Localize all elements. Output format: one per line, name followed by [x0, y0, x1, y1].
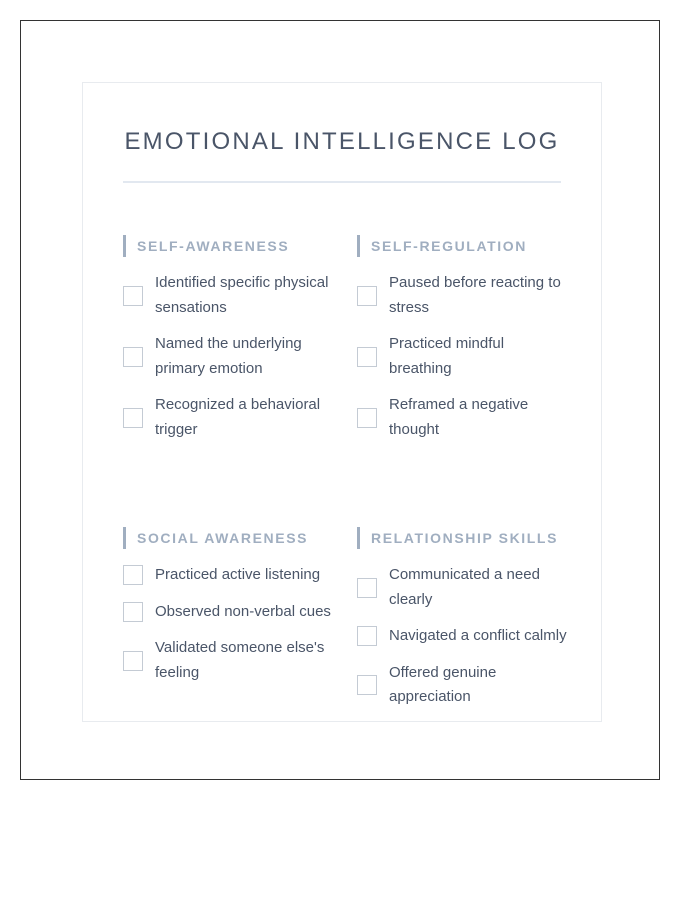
checklist-item-label: Reframed a negative thought	[389, 396, 529, 438]
section-social-awareness	[123, 527, 333, 697]
checklist-item[interactable]	[123, 636, 333, 685]
checkbox[interactable]	[123, 408, 143, 428]
section-self-regulation	[357, 235, 567, 454]
checklist	[123, 563, 333, 685]
checkbox[interactable]	[357, 347, 377, 367]
checklist-item-label: Paused before reacting to stress	[389, 274, 561, 316]
checklist-item-label: Navigated a conflict calmly	[389, 627, 567, 644]
checklist-item-label: Identified specific physical sensations	[155, 274, 329, 316]
title-divider	[123, 181, 561, 183]
section-heading: SELF-REGULATION	[357, 235, 567, 257]
checklist	[357, 563, 567, 710]
checklist-item[interactable]	[123, 332, 333, 381]
checklist	[357, 271, 567, 442]
checkbox[interactable]	[357, 408, 377, 428]
page-title: EMOTIONAL INTELLIGENCE LOG	[124, 128, 560, 155]
checklist-item[interactable]	[123, 600, 333, 625]
checkbox[interactable]	[357, 675, 377, 695]
checklist	[123, 271, 333, 442]
checkbox[interactable]	[123, 651, 143, 671]
section-self-awareness	[123, 235, 333, 454]
checklist-item-label: Validated someone else's feeling	[155, 639, 325, 681]
checklist-item-label: Observed non-verbal cues	[155, 602, 331, 620]
page-frame	[20, 20, 660, 780]
section-relationship-skills	[357, 527, 567, 722]
checklist-item[interactable]	[357, 563, 567, 612]
checklist-item-label: Practiced active listening	[155, 566, 321, 583]
checkbox[interactable]	[357, 626, 377, 646]
checkbox[interactable]	[123, 565, 143, 585]
section-heading: SOCIAL AWARENESS	[123, 527, 333, 549]
checkbox[interactable]	[123, 286, 143, 306]
section-heading: SELF-AWARENESS	[123, 235, 333, 257]
log-card	[82, 82, 602, 722]
checklist-item[interactable]	[123, 271, 333, 320]
checklist-item[interactable]	[123, 563, 333, 588]
checklist-item[interactable]	[357, 332, 567, 381]
checklist-item-label: Named the underlying primary emotion	[155, 335, 302, 377]
section-heading: RELATIONSHIP SKILLS	[357, 527, 567, 549]
checklist-item-label: Communicated a need clearly	[389, 566, 540, 608]
checkbox[interactable]	[357, 578, 377, 598]
checklist-item[interactable]	[357, 624, 567, 649]
checklist-item[interactable]	[357, 271, 567, 320]
checklist-item[interactable]	[357, 661, 567, 710]
checkbox[interactable]	[357, 286, 377, 306]
checklist-item-label: Recognized a behavioral trigger	[155, 396, 321, 438]
checkbox[interactable]	[123, 602, 143, 622]
checklist-item-label: Offered genuine appreciation	[389, 663, 497, 705]
checkbox[interactable]	[123, 347, 143, 367]
checklist-item-label: Practiced mindful breathing	[389, 335, 505, 377]
checklist-item[interactable]	[123, 393, 333, 442]
checklist-item[interactable]	[357, 393, 567, 442]
